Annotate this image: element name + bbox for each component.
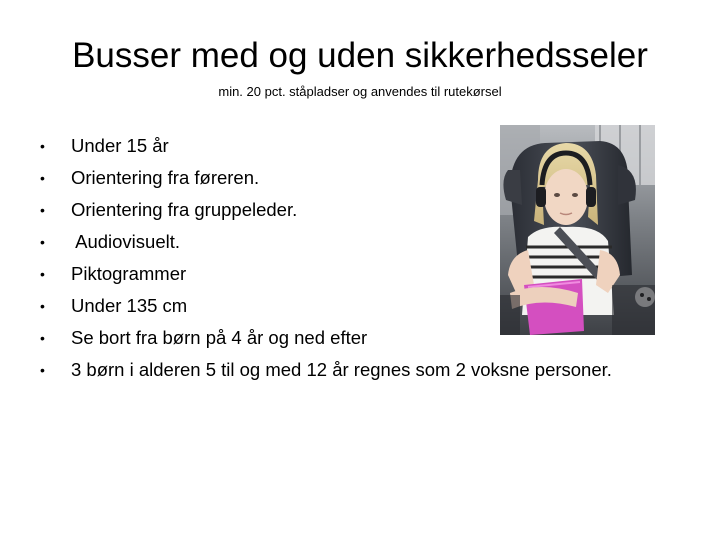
photo-illustration: [500, 125, 655, 335]
bullet-icon: •: [40, 138, 45, 154]
bullet-text: Audiovisuelt.: [71, 231, 181, 252]
bullet-text: Orientering fra gruppeleder.: [71, 199, 298, 220]
bullet-icon: •: [40, 234, 45, 250]
bullet-text: Under 135 cm: [71, 295, 188, 316]
bullet-item: [40, 354, 680, 386]
bullet-icon: •: [40, 170, 45, 186]
bullet-icon: •: [40, 330, 45, 346]
bullet-icon: •: [40, 298, 45, 314]
bullet-text: Se bort fra børn på 4 år og ned efter: [71, 327, 368, 348]
bullet-text: Under 15 år: [71, 135, 169, 156]
slide-subtitle: min. 20 pct. ståpladser og anvendes til rutekørsel: [218, 84, 502, 99]
bullet-text: 3 børn i alderen 5 til og med 12 år regnes som 2 voksne personer.: [71, 359, 612, 380]
child-in-booster-seat-photo: [500, 125, 655, 335]
slide-title: Busser med og uden sikkerhedsseler: [72, 36, 648, 75]
bullet-text: Orientering fra føreren.: [71, 167, 260, 188]
bullet-icon: •: [40, 202, 45, 218]
bullet-text: Piktogrammer: [71, 263, 187, 284]
bullet-icon: •: [40, 362, 45, 378]
bullet-icon: •: [40, 266, 45, 282]
